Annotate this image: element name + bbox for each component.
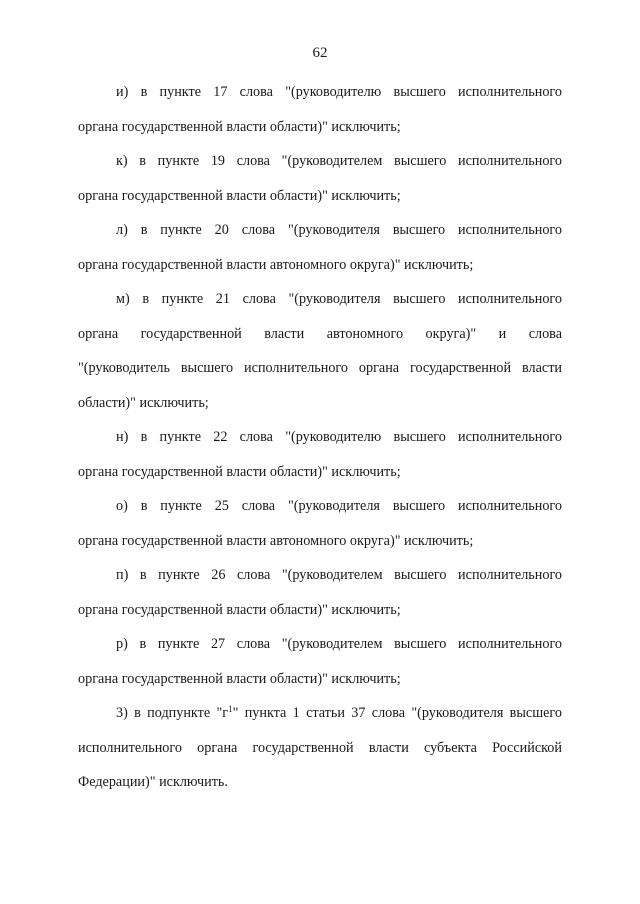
text-line: исполнительного органа государственной власти субъекта Российской — [78, 740, 562, 756]
text-line: и) в пункте 17 слова "(руководителю высшего исполнительного — [116, 84, 562, 100]
text-line: р) в пункте 27 слова "(руководителем высшего исполнительного — [116, 636, 562, 652]
text-line: органа государственной власти автономного округа)" и слова — [78, 326, 562, 342]
text-line: п) в пункте 26 слова "(руководителем высшего исполнительного — [116, 567, 562, 583]
text-line: о) в пункте 25 слова "(руководителя высшего исполнительного — [116, 498, 562, 514]
text-line: к) в пункте 19 слова "(руководителем высшего исполнительного — [116, 153, 562, 169]
text-line: м) в пункте 21 слова "(руководителя высшего исполнительного — [116, 291, 562, 307]
text-fragment: " пункта 1 статьи 37 слова "(руководителя высшего — [232, 705, 562, 721]
text-line: органа государственной власти области)" исключить; — [78, 119, 401, 135]
text-line: области)" исключить; — [78, 395, 209, 411]
text-line: органа государственной власти области)" исключить; — [78, 671, 401, 687]
page-number: 62 — [312, 45, 328, 61]
text-line: Федерации)" исключить. — [78, 774, 228, 790]
text-line: органа государственной власти области)" исключить; — [78, 464, 401, 480]
text-line: л) в пункте 20 слова "(руководителя высшего исполнительного — [116, 222, 562, 238]
text-line: органа государственной власти области)" исключить; — [78, 188, 401, 204]
superscript: 1 — [228, 704, 233, 714]
text-line — [116, 703, 562, 723]
text-line: органа государственной власти автономного округа)" исключить; — [78, 533, 474, 549]
text-fragment: 3) в подпункте "г — [116, 705, 229, 721]
text-line: органа государственной власти автономного округа)" исключить; — [78, 257, 474, 273]
text-line: н) в пункте 22 слова "(руководителю высшего исполнительного — [116, 429, 562, 445]
text-line: "(руководитель высшего исполнительного органа государственной власти — [78, 360, 562, 376]
text-line: органа государственной власти области)" исключить; — [78, 602, 401, 618]
